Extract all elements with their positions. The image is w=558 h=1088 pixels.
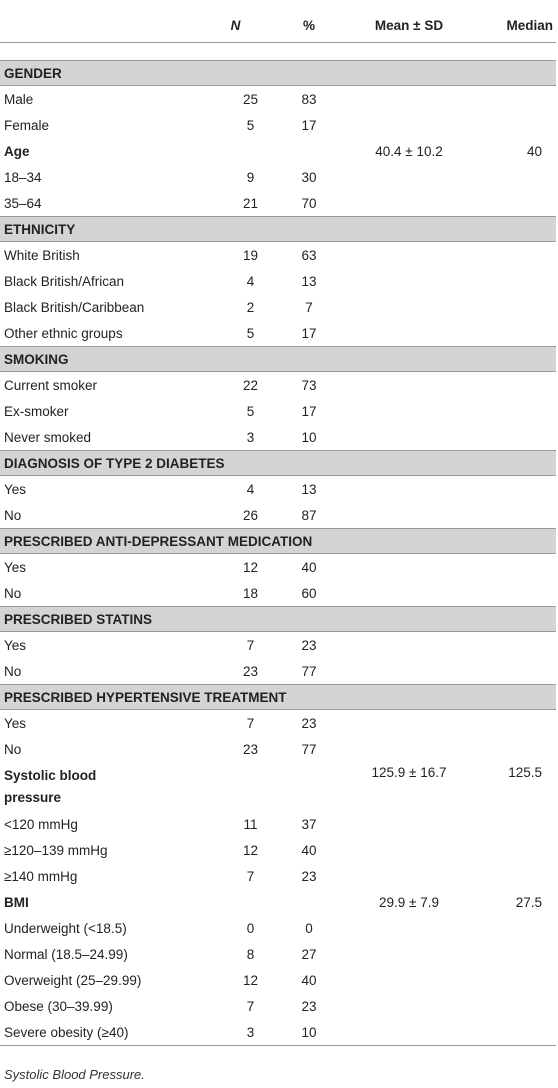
row-label: 35–64 [4,195,42,211]
row-n: 25 [242,91,259,107]
section-header-smoking [0,347,556,372]
row-label: White British [4,247,80,263]
row-pct: 10 [301,429,317,445]
row-n: 8 [246,946,255,962]
table-row [0,941,556,967]
bmi-median: 27.5 [515,894,542,910]
row-label: Severe obesity (≥40) [0,1019,188,1046]
table-row [0,580,556,607]
row-pct: 77 [301,663,317,679]
row-n: 0 [246,920,255,936]
row-pct: 40 [301,842,317,858]
table-row [0,476,556,503]
row-pct: 17 [301,325,317,341]
row-label: Yes [4,481,27,497]
row-n: 4 [246,273,255,289]
row-n: 7 [246,868,255,884]
table-row [0,424,556,451]
spacer-row [0,43,556,61]
table-row [0,372,556,399]
section-header-ethnicity [0,217,556,242]
row-n: 2 [246,299,255,315]
table-row-age [0,138,556,164]
section-header-diabetes [0,451,556,476]
row-n: 12 [242,842,259,858]
table-row [0,294,556,320]
row-pct: 0 [305,920,313,936]
row-pct: 37 [301,816,317,832]
row-pct: 27 [301,946,317,962]
row-n: 4 [246,481,255,497]
demographics-table [0,8,556,1046]
table-row [0,1019,556,1046]
row-label: <120 mmHg [4,816,78,832]
row-n: 22 [242,377,259,393]
header-mean-sd: Mean ± SD [335,8,483,43]
section-title: DIAGNOSIS OF TYPE 2 DIABETES [0,451,556,476]
row-pct: 83 [301,91,317,107]
table-row [0,86,556,113]
row-pct: 77 [301,741,317,757]
table-row [0,915,556,941]
table-row [0,242,556,269]
row-n: 26 [242,507,259,523]
systolic-label-line2: pressure [4,789,62,805]
section-title: SMOKING [0,347,556,372]
row-n: 5 [246,325,255,341]
table-row [0,993,556,1019]
header-median: Median [483,8,556,43]
row-label: BMI [4,894,29,910]
row-n: 19 [242,247,259,263]
systolic-median: 125.5 [508,765,542,780]
row-n: 12 [242,559,259,575]
table-row [0,863,556,889]
age-mean-sd: 40.4 ± 10.2 [375,143,443,159]
row-label [0,762,188,811]
row-label: ≥140 mmHg [4,868,78,884]
systolic-label-line1: Systolic blood [4,767,97,783]
row-pct: 10 [283,1019,335,1046]
table-row [0,190,556,217]
header-percent: % [283,8,335,43]
table-footnote: Systolic Blood Pressure. [4,1067,145,1082]
row-pct: 40 [301,972,317,988]
row-n: 12 [242,972,259,988]
row-label: Underweight (<18.5) [4,920,127,936]
table-row [0,164,556,190]
row-n: 7 [246,715,255,731]
section-header-antidepressant [0,529,556,554]
table-row [0,837,556,863]
row-n: 5 [246,403,255,419]
row-label: Current smoker [4,377,98,393]
row-label: No [4,663,22,679]
table-row [0,658,556,685]
row-n: 23 [242,663,259,679]
row-pct: 23 [301,715,317,731]
row-label: Male [4,91,34,107]
row-pct: 40 [301,559,317,575]
row-n: 23 [242,741,259,757]
row-label: Normal (18.5–24.99) [4,946,128,962]
header-n: N [188,8,283,43]
table-header-row [0,8,556,43]
row-label: Yes [4,559,27,575]
row-label: Age [4,143,30,159]
table-row [0,811,556,837]
row-pct: 7 [305,299,313,315]
row-pct: 23 [301,637,317,653]
table-row [0,554,556,581]
table-row [0,502,556,529]
row-pct: 23 [301,998,317,1014]
table-row [0,710,556,737]
row-n: 3 [246,429,255,445]
section-header-hypertensive [0,685,556,710]
table-row [0,112,556,138]
table-row [0,398,556,424]
row-label: No [4,507,22,523]
header-blank [0,8,188,43]
row-label: No [4,741,22,757]
row-label: No [4,585,22,601]
table-row [0,967,556,993]
bmi-mean-sd: 29.9 ± 7.9 [379,894,439,910]
age-median: 40 [526,143,542,159]
row-n: 18 [242,585,259,601]
row-pct: 23 [301,868,317,884]
row-pct: 63 [301,247,317,263]
section-title: ETHNICITY [0,217,556,242]
row-n: 3 [188,1019,283,1046]
row-pct: 17 [301,403,317,419]
row-label: Yes [4,715,27,731]
row-n: 9 [246,169,255,185]
row-label: Yes [4,637,27,653]
section-title: PRESCRIBED STATINS [0,607,556,632]
row-n: 7 [246,637,255,653]
row-pct: 87 [301,507,317,523]
table-row-systolic [0,762,556,811]
row-label: Ex-smoker [4,403,69,419]
section-title: PRESCRIBED ANTI-DEPRESSANT MEDICATION [0,529,556,554]
table-row [0,632,556,659]
row-pct: 70 [301,195,317,211]
row-pct: 60 [301,585,317,601]
row-label: Overweight (25–29.99) [4,972,142,988]
section-title: GENDER [0,61,556,86]
row-n: 11 [243,816,258,832]
section-title: PRESCRIBED HYPERTENSIVE TREATMENT [0,685,556,710]
row-n: 7 [246,998,255,1014]
row-label: 18–34 [4,169,42,185]
row-label: Obese (30–39.99) [4,998,113,1014]
row-label: Female [4,117,50,133]
row-pct: 73 [301,377,317,393]
systolic-mean-sd: 125.9 ± 16.7 [371,765,447,780]
table-row [0,268,556,294]
table-row [0,320,556,347]
row-pct: 13 [301,481,317,497]
row-label: Never smoked [4,429,92,445]
table-row-bmi [0,889,556,915]
row-label: Black British/African [4,273,125,289]
row-pct: 30 [301,169,317,185]
row-n: 5 [246,117,255,133]
section-header-statins [0,607,556,632]
row-label: Black British/Caribbean [4,299,145,315]
row-n: 21 [242,195,259,211]
row-label: ≥120–139 mmHg [4,842,108,858]
row-label: Other ethnic groups [4,325,123,341]
table-row [0,736,556,762]
section-header-gender [0,61,556,86]
row-pct: 17 [301,117,317,133]
row-pct: 13 [301,273,317,289]
